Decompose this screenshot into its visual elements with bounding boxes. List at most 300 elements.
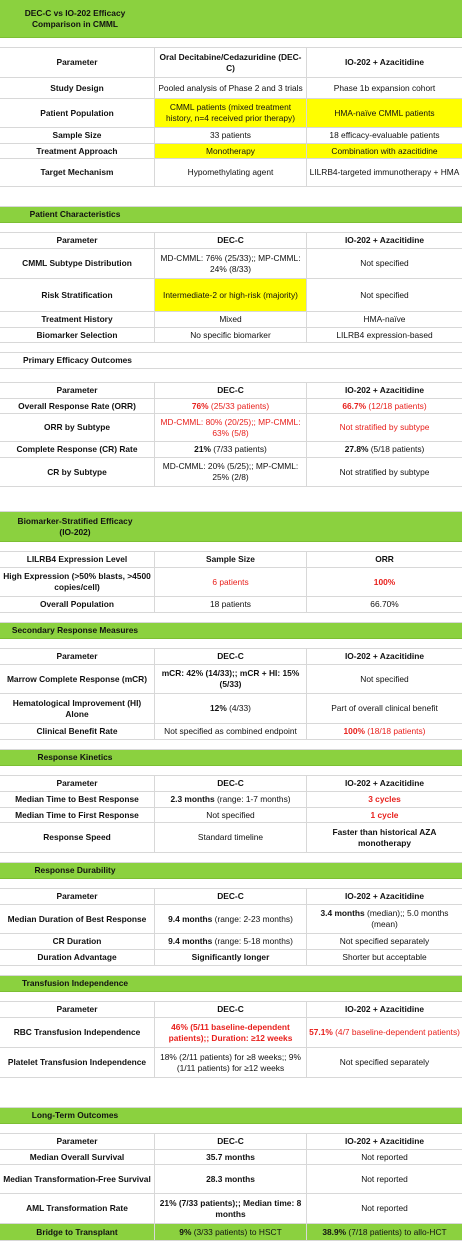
row-label-cell: [0, 552, 155, 567]
dec-c-cell: [155, 279, 307, 311]
io-202-cell: [307, 328, 462, 342]
blank-row: [0, 38, 462, 48]
cell-text: MD-CMML: 20% (5/25);; MP-CMML: 25% (2/8): [162, 461, 299, 482]
table-row: [0, 1002, 462, 1018]
dec-c-cell: [155, 458, 307, 486]
row-label-cell: [0, 312, 155, 327]
cell-text: Not reported: [361, 1203, 408, 1213]
table-row: [0, 442, 462, 458]
row-label-cell: [0, 249, 155, 278]
io-202-cell: [307, 694, 462, 723]
cell-text: Parameter: [56, 1136, 98, 1146]
blank-row: [0, 343, 462, 353]
cell-text: 28.3 months: [206, 1173, 255, 1184]
blank-row: [0, 1078, 462, 1108]
table-row: [0, 279, 462, 312]
cell-text: DEC-C: [217, 1004, 244, 1014]
cell-text: AML Transformation Rate: [26, 1203, 128, 1213]
cell-text: High Expression (>50% blasts, >4500 copies/cell): [3, 571, 151, 592]
dec-c-cell: [155, 552, 307, 567]
cell-text: 18 efficacy-evaluable patients: [329, 130, 440, 140]
dec-c-cell: [155, 889, 307, 904]
dec-c-cell: [155, 383, 307, 398]
io-202-cell: [307, 279, 462, 311]
cell-text: 21% (7/33 patients): [194, 444, 267, 454]
io-202-cell: [307, 233, 462, 248]
section-header-secondary-response-measures: [0, 623, 462, 639]
cell-text: Monotherapy: [206, 145, 255, 156]
table-row: [0, 905, 462, 934]
row-label-cell: [0, 934, 155, 949]
cell-text: 12% (4/33): [210, 703, 251, 713]
cell-text: Median Time to First Response: [15, 809, 139, 820]
cell-text: Risk Stratification: [41, 289, 113, 300]
cell-text: Part of overall clinical benefit: [331, 703, 438, 713]
table-row: [0, 1150, 462, 1165]
cell-text: Not specified: [206, 809, 255, 820]
cell-text: DEC-C: [217, 651, 244, 661]
table-row: [0, 48, 462, 78]
cell-text: Combination with azacitidine: [331, 145, 438, 156]
dec-c-cell: [155, 1194, 307, 1223]
io-202-cell: [307, 1018, 462, 1047]
subsection-title: Primary Efficacy Outcomes: [23, 355, 132, 365]
blank-row: [0, 639, 462, 649]
dec-c-cell: [155, 159, 307, 186]
cell-text: Biomarker Selection: [36, 329, 118, 340]
row-label-cell: [0, 1165, 155, 1193]
cell-text: Oral Decitabine/Cedazuridine (DEC-C): [159, 51, 302, 73]
row-label-cell: [0, 144, 155, 158]
table-row: [0, 694, 462, 724]
cell-text: 9% (3/33 patients) to HSCT: [179, 1226, 282, 1237]
dec-c-cell: [155, 905, 307, 933]
table-row: [0, 1165, 462, 1194]
table-row: [0, 776, 462, 792]
io-202-cell: [307, 552, 462, 567]
dec-c-cell: [155, 776, 307, 791]
cell-text: Clinical Benefit Rate: [36, 726, 118, 736]
dec-c-cell: [155, 1224, 307, 1240]
dec-c-cell: [155, 144, 307, 158]
cell-text: 66.7% (12/18 patients): [342, 400, 427, 411]
cell-text: 76% (25/33 patients): [191, 400, 270, 411]
section-title: Patient Characteristics: [29, 209, 121, 219]
table-row: [0, 552, 462, 568]
row-label-cell: [0, 458, 155, 486]
cell-text: Significantly longer: [191, 952, 270, 962]
dec-c-cell: [155, 249, 307, 278]
table-row: [0, 823, 462, 853]
cell-text: 2.3 months (range: 1-7 months): [170, 794, 291, 804]
io-202-cell: [307, 442, 462, 457]
dec-c-cell: [155, 233, 307, 248]
io-202-cell: [307, 905, 462, 933]
row-label-cell: [0, 792, 155, 807]
table-row: [0, 934, 462, 950]
cell-text: 100%: [373, 576, 396, 587]
cell-text: 21% (7/33 patients);; Median time: 8 months: [159, 1197, 302, 1219]
blank-row: [0, 966, 462, 976]
cell-text: Parameter: [56, 235, 98, 245]
cell-text: Not specified: [360, 289, 409, 300]
blank-row: [0, 369, 462, 383]
cell-text: Parameter: [56, 385, 98, 395]
row-label-cell: [0, 905, 155, 933]
section-title: Transfusion Independence: [21, 978, 129, 988]
row-label-cell: [0, 159, 155, 186]
cell-text: 35.7 months: [206, 1151, 255, 1162]
cell-text: Treatment Approach: [36, 145, 118, 156]
row-label-cell: [0, 128, 155, 143]
cell-text: 57.1% (4/7 baseline-dependent patients): [309, 1027, 460, 1037]
cell-text: 18% (2/11 patients) for ≥8 weeks;; 9% (1/11 patients) for ≥12 weeks: [160, 1051, 301, 1073]
blank-row: [0, 187, 462, 207]
cell-text: Parameter: [56, 891, 98, 901]
dec-c-cell: [155, 1150, 307, 1164]
cell-text: DEC-C: [217, 235, 244, 245]
io-202-cell: [307, 724, 462, 739]
cell-text: Overall Response Rate (ORR): [18, 400, 136, 411]
io-202-cell: [307, 399, 462, 413]
row-label-cell: [0, 48, 155, 77]
section-header-biomarker-stratified-efficacy-io-202: [0, 512, 462, 542]
cell-text: 100% (18/18 patients): [343, 726, 426, 736]
cell-text: Not specified separately: [339, 1057, 430, 1067]
dec-c-cell: [155, 665, 307, 693]
dec-c-cell: [155, 399, 307, 413]
dec-c-cell: [155, 1134, 307, 1149]
cell-text: 3 cycles: [368, 794, 401, 804]
row-label-cell: [0, 1048, 155, 1077]
cell-text: Not reported: [361, 1173, 408, 1184]
blank-row: [0, 613, 462, 623]
row-label-cell: [0, 889, 155, 904]
io-202-cell: [307, 665, 462, 693]
dec-c-cell: [155, 1002, 307, 1017]
cell-text: Not specified separately: [339, 936, 430, 946]
blank-row: [0, 766, 462, 776]
section-header-patient-characteristics: [0, 207, 462, 223]
row-label-cell: [0, 1134, 155, 1149]
cell-text: ORR by Subtype: [43, 422, 111, 432]
io-202-cell: [307, 597, 462, 612]
table-row: [0, 1048, 462, 1078]
dec-c-cell: [155, 1018, 307, 1047]
table-row: [0, 808, 462, 823]
row-label-cell: [0, 597, 155, 612]
cell-text: Sample Size: [52, 130, 102, 140]
cell-text: Not specified as combined endpoint: [164, 726, 297, 736]
cell-text: IO-202 + Azacitidine: [344, 385, 425, 395]
cell-text: No specific biomarker: [190, 329, 271, 340]
dec-c-cell: [155, 328, 307, 342]
cell-text: HMA-naïve: [363, 314, 406, 324]
cell-text: Not stratified by subtype: [339, 422, 430, 432]
row-label-cell: [0, 1224, 155, 1240]
row-label-cell: [0, 694, 155, 723]
cell-text: Platelet Transfusion Independence: [7, 1057, 147, 1067]
cell-text: Parameter: [56, 57, 98, 67]
cell-text: Marrow Complete Response (mCR): [6, 673, 148, 684]
cell-text: MD-CMML: 76% (25/33);; MP-CMML: 24% (8/33): [160, 252, 301, 274]
cell-text: 3.4 months (median);; 5.0 months (mean): [320, 908, 449, 929]
cell-text: CMML patients (mixed treatment history, n=4 received prior therapy): [165, 102, 296, 123]
blank-row: [0, 740, 462, 750]
cell-text: Hematological Improvement (HI) Alone: [12, 697, 142, 719]
row-label-cell: [0, 665, 155, 693]
table-row: [0, 1194, 462, 1224]
cell-text: Parameter: [56, 1004, 98, 1014]
cell-text: IO-202 + Azacitidine: [344, 235, 425, 245]
row-label-cell: [0, 823, 155, 852]
io-202-cell: [307, 128, 462, 143]
section-title: DEC-C vs IO-202 Efficacy Comparison in CMML: [24, 7, 126, 29]
io-202-cell: [307, 889, 462, 904]
dec-c-cell: [155, 414, 307, 441]
table-row: [0, 99, 462, 128]
cell-text: Duration Advantage: [37, 952, 117, 962]
cell-text: Patient Population: [40, 107, 114, 118]
dec-c-cell: [155, 823, 307, 852]
table-row: [0, 399, 462, 414]
cell-text: LILRB4 Expression Level: [26, 554, 128, 564]
cell-text: Study Design: [50, 82, 104, 93]
table-row: [0, 889, 462, 905]
dec-c-cell: [155, 649, 307, 664]
section-header-response-kinetics: [0, 750, 462, 766]
cell-text: Not specified: [360, 673, 409, 684]
row-label-cell: [0, 442, 155, 457]
cell-text: Response Speed: [43, 832, 111, 842]
table-row: [0, 792, 462, 808]
table-row: [0, 649, 462, 665]
table-row: [0, 144, 462, 159]
io-202-cell: [307, 1165, 462, 1193]
section-header-response-durability: [0, 863, 462, 879]
io-202-cell: [307, 312, 462, 327]
io-202-cell: [307, 78, 462, 98]
row-label-cell: [0, 78, 155, 98]
dec-c-cell: [155, 78, 307, 98]
table-row: [0, 665, 462, 694]
row-label-cell: [0, 724, 155, 739]
io-202-cell: [307, 144, 462, 158]
cell-text: LILRB4-targeted immunotherapy + HMA: [309, 167, 460, 177]
table-row: [0, 458, 462, 487]
cell-text: IO-202 + Azacitidine: [344, 1004, 425, 1014]
row-label-cell: [0, 328, 155, 342]
io-202-cell: [307, 934, 462, 949]
cell-text: Parameter: [56, 651, 98, 661]
section-header-transfusion-independence: [0, 976, 462, 992]
io-202-cell: [307, 99, 462, 127]
cell-text: 27.8% (5/18 patients): [344, 444, 425, 454]
cell-text: LILRB4 expression-based: [336, 329, 433, 340]
section-title: Response Kinetics: [37, 752, 113, 762]
cell-text: Phase 1b expansion cohort: [333, 82, 436, 93]
subsection-title-row: [0, 353, 462, 369]
io-202-cell: [307, 1224, 462, 1240]
table-row: [0, 328, 462, 343]
io-202-cell: [307, 776, 462, 791]
io-202-cell: [307, 1134, 462, 1149]
cell-text: Complete Response (CR) Rate: [16, 444, 138, 454]
dec-c-cell: [155, 1165, 307, 1193]
row-label-cell: [0, 950, 155, 965]
cell-text: 33 patients: [210, 130, 251, 140]
io-202-cell: [307, 950, 462, 965]
row-label-cell: [0, 1002, 155, 1017]
cell-text: 6 patients: [212, 576, 249, 587]
table-row: [0, 414, 462, 442]
io-202-cell: [307, 383, 462, 398]
table-row: [0, 597, 462, 613]
row-label-cell: [0, 414, 155, 441]
table-row: [0, 383, 462, 399]
cell-text: 9.4 months (range: 5-18 months): [168, 936, 293, 946]
cell-text: ORR: [375, 554, 394, 564]
table-row: [0, 159, 462, 187]
cell-text: 38.9% (7/18 patients) to allo-HCT: [322, 1226, 447, 1237]
blank-row: [0, 1124, 462, 1134]
dec-c-cell: [155, 1048, 307, 1077]
cell-text: Not stratified by subtype: [339, 466, 430, 477]
dec-c-cell: [155, 48, 307, 77]
table-row: [0, 568, 462, 597]
dec-c-cell: [155, 99, 307, 127]
cell-text: Intermediate-2 or high-risk (majority): [163, 289, 298, 300]
dec-c-cell: [155, 312, 307, 327]
blank-row: [0, 223, 462, 233]
dec-c-cell: [155, 597, 307, 612]
cell-text: Faster than historical AZA monotherapy: [332, 826, 437, 848]
table-row: [0, 312, 462, 328]
cell-text: IO-202 + Azacitidine: [344, 778, 425, 788]
cell-text: Overall Population: [40, 599, 114, 609]
table-row: [0, 249, 462, 279]
cell-text: DEC-C: [217, 385, 244, 395]
row-label-cell: [0, 233, 155, 248]
blank-row: [0, 992, 462, 1002]
dec-c-cell: [155, 950, 307, 965]
table-row: [0, 233, 462, 249]
cell-text: Median Duration of Best Response: [7, 913, 147, 924]
cell-text: MD-CMML: 80% (20/25);; MP-CMML: 63% (5/8): [160, 416, 301, 438]
row-label-cell: [0, 1150, 155, 1164]
row-label-cell: [0, 776, 155, 791]
cell-text: Mixed: [219, 314, 242, 324]
io-202-cell: [307, 48, 462, 77]
blank-row: [0, 853, 462, 863]
cell-text: DEC-C: [217, 891, 244, 901]
io-202-cell: [307, 808, 462, 822]
cell-text: Median Time to Best Response: [15, 794, 139, 804]
table-row: [0, 78, 462, 99]
table-row: [0, 1018, 462, 1048]
io-202-cell: [307, 458, 462, 486]
cell-text: DEC-C: [217, 1136, 244, 1146]
io-202-cell: [307, 249, 462, 278]
dec-c-cell: [155, 128, 307, 143]
section-title: Biomarker-Stratified Efficacy (IO-202): [17, 515, 133, 537]
cell-text: 9.4 months (range: 2-23 months): [168, 913, 293, 924]
cell-text: 18 patients: [210, 599, 251, 609]
io-202-cell: [307, 159, 462, 186]
cell-text: 1 cycle: [370, 809, 399, 820]
dec-c-cell: [155, 694, 307, 723]
cell-text: Hypomethylating agent: [187, 167, 274, 177]
cell-text: RBC Transfusion Independence: [13, 1027, 141, 1037]
section-header-dec-c-vs-io-202-efficacy-comparison-in-cmml: [0, 0, 462, 38]
dec-c-cell: [155, 808, 307, 822]
cell-text: CMML Subtype Distribution: [22, 258, 132, 268]
cell-text: 66.70%: [370, 599, 399, 609]
io-202-cell: [307, 1002, 462, 1017]
io-202-cell: [307, 649, 462, 664]
row-label-cell: [0, 399, 155, 413]
dec-c-cell: [155, 792, 307, 807]
section-title: Secondary Response Measures: [11, 625, 139, 635]
io-202-cell: [307, 823, 462, 852]
cell-text: IO-202 + Azacitidine: [344, 57, 425, 67]
cell-text: Not specified: [360, 258, 409, 268]
cell-text: CR Duration: [52, 936, 102, 946]
table-row: [0, 1134, 462, 1150]
io-202-cell: [307, 1048, 462, 1077]
io-202-cell: [307, 1150, 462, 1164]
cell-text: 46% (5/11 baseline-dependent patients);; Duration: ≥12 weeks: [168, 1021, 293, 1043]
cell-text: Bridge to Transplant: [36, 1226, 118, 1237]
cell-text: Treatment History: [41, 314, 113, 324]
cell-text: Median Transformation-Free Survival: [3, 1173, 151, 1184]
cell-text: Not reported: [361, 1151, 408, 1162]
row-label-cell: [0, 1018, 155, 1047]
io-202-cell: [307, 792, 462, 807]
cell-text: CR by Subtype: [47, 466, 107, 477]
cell-text: IO-202 + Azacitidine: [344, 651, 425, 661]
io-202-cell: [307, 568, 462, 596]
section-title: Long-Term Outcomes: [31, 1110, 119, 1120]
io-202-cell: [307, 414, 462, 441]
table-row: [0, 950, 462, 966]
section-title: Response Durability: [34, 865, 116, 875]
table-row: [0, 724, 462, 740]
blank-row: [0, 542, 462, 552]
row-label-cell: [0, 279, 155, 311]
table-row: [0, 1224, 462, 1241]
cell-text: Pooled analysis of Phase 2 and 3 trials: [158, 82, 303, 93]
row-label-cell: [0, 383, 155, 398]
io-202-cell: [307, 1194, 462, 1223]
dec-c-cell: [155, 934, 307, 949]
cell-text: Parameter: [56, 778, 98, 788]
dec-c-cell: [155, 724, 307, 739]
row-label-cell: [0, 808, 155, 822]
row-label-cell: [0, 99, 155, 127]
cell-text: DEC-C: [217, 778, 244, 788]
table-row: [0, 128, 462, 144]
cell-text: mCR: 42% (14/33);; mCR + HI: 15% (5/33): [161, 668, 300, 689]
row-label-cell: [0, 568, 155, 596]
blank-row: [0, 487, 462, 512]
cell-text: Median Overall Survival: [29, 1151, 125, 1162]
cell-text: Shorter but acceptable: [342, 952, 427, 962]
row-label-cell: [0, 649, 155, 664]
cell-text: IO-202 + Azacitidine: [344, 1136, 425, 1146]
cell-text: Standard timeline: [197, 832, 264, 842]
cell-text: IO-202 + Azacitidine: [344, 891, 425, 901]
